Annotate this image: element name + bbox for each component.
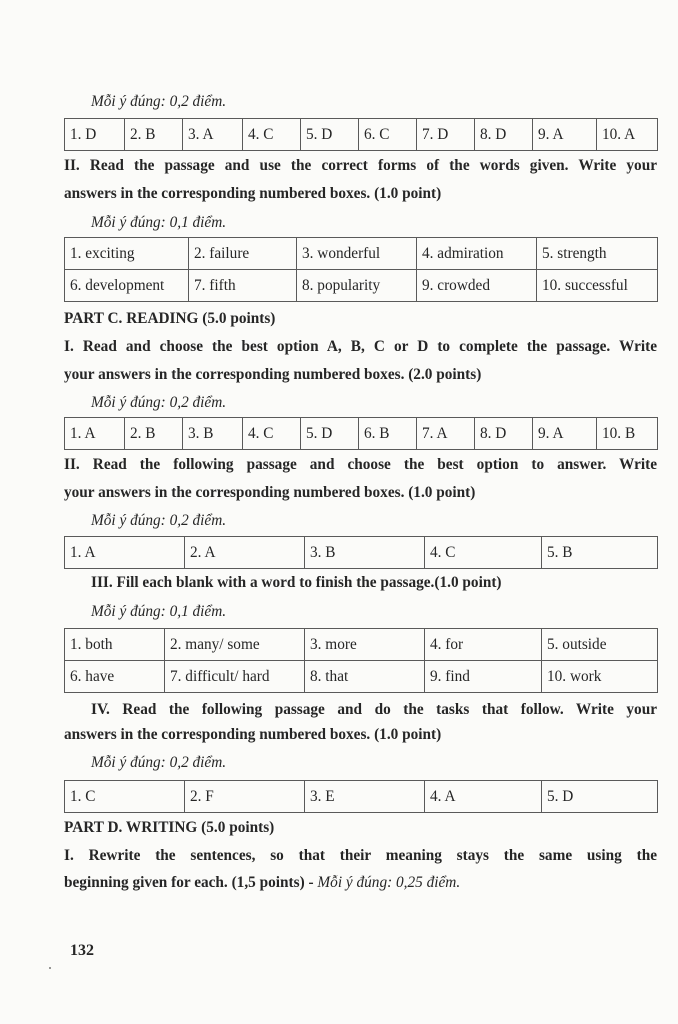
answer-cell: 3. more [305, 629, 425, 661]
score-note: Mỗi ý đúng: 0,1 điểm. [91, 603, 227, 620]
print-speck [49, 967, 51, 969]
table-row [65, 661, 658, 693]
table-row [65, 629, 658, 661]
answer-cell: 6. C [359, 119, 417, 151]
answer-cell: 9. A [533, 418, 597, 450]
answer-cell: 7. fifth [189, 270, 297, 302]
answer-table-partC-II [64, 536, 658, 569]
instruction: answers in the corresponding numbered boxes. (1.0 point) [64, 185, 442, 202]
table-row [65, 781, 658, 813]
answer-cell: 2. B [125, 418, 183, 450]
answer-table-partC-III [64, 628, 658, 693]
answer-cell: 4. for [425, 629, 542, 661]
answer-cell: 10. work [542, 661, 658, 693]
answer-cell: 3. B [183, 418, 243, 450]
score-note: Mỗi ý đúng: 0,2 điểm. [91, 394, 227, 411]
answer-cell: 9. find [425, 661, 542, 693]
answer-cell: 6. development [65, 270, 189, 302]
instruction: IV. Read the following passage and do the tasks that follow. Write your [91, 701, 657, 718]
answer-table-partC-IV [64, 780, 658, 813]
answer-cell: 7. difficult/ hard [165, 661, 305, 693]
instruction-text: beginning given for each. (1,5 points) - [64, 874, 318, 891]
answer-cell: 10. B [597, 418, 658, 450]
answer-table-partB-II [64, 237, 658, 302]
answer-cell: 1. A [65, 537, 185, 569]
answer-cell: 2. many/ some [165, 629, 305, 661]
answer-cell: 1. C [65, 781, 185, 813]
answer-cell: 8. that [305, 661, 425, 693]
answer-cell: 2. F [185, 781, 305, 813]
answer-cell: 4. A [425, 781, 542, 813]
score-note: Mỗi ý đúng: 0,2 điểm. [91, 512, 227, 529]
answer-cell: 2. failure [189, 238, 297, 270]
answer-cell: 7. D [417, 119, 475, 151]
answer-cell: 4. admiration [417, 238, 537, 270]
score-note: Mỗi ý đúng: 0,2 điểm. [91, 93, 227, 110]
instruction: II. Read the passage and use the correct forms of the words given. Write your [64, 157, 657, 174]
answer-cell: 2. B [125, 119, 183, 151]
answer-cell: 5. D [301, 418, 359, 450]
answer-cell: 5. B [542, 537, 658, 569]
table-row [65, 238, 658, 270]
answer-cell: 1. exciting [65, 238, 189, 270]
table-row [65, 270, 658, 302]
answer-cell: 4. C [425, 537, 542, 569]
answer-cell: 3. A [183, 119, 243, 151]
section-heading: PART C. READING (5.0 points) [64, 310, 276, 327]
table-row [65, 119, 658, 151]
instruction: III. Fill each blank with a word to finish the passage.(1.0 point) [91, 574, 502, 591]
table-row [65, 418, 658, 450]
answer-cell: 6. B [359, 418, 417, 450]
answer-cell: 5. D [301, 119, 359, 151]
answer-cell: 4. C [243, 418, 301, 450]
answer-cell: 1. D [65, 119, 125, 151]
score-note: Mỗi ý đúng: 0,25 điểm. [317, 874, 461, 891]
instruction: your answers in the corresponding numbered boxes. (1.0 point) [64, 484, 476, 501]
answer-cell: 5. outside [542, 629, 658, 661]
answer-cell: 1. A [65, 418, 125, 450]
score-note: Mỗi ý đúng: 0,1 điểm. [91, 214, 227, 231]
instruction: your answers in the corresponding numbered boxes. (2.0 points) [64, 366, 482, 383]
answer-table-partB-I [64, 118, 658, 151]
answer-cell: 7. A [417, 418, 475, 450]
answer-cell: 6. have [65, 661, 165, 693]
answer-cell: 5. D [542, 781, 658, 813]
answer-cell: 9. crowded [417, 270, 537, 302]
answer-table-partC-I [64, 417, 658, 450]
answer-cell: 3. B [305, 537, 425, 569]
instruction [64, 873, 460, 892]
score-note: Mỗi ý đúng: 0,2 điểm. [91, 754, 227, 771]
answer-cell: 8. D [475, 119, 533, 151]
table-row [65, 537, 658, 569]
answer-cell: 8. popularity [297, 270, 417, 302]
answer-cell: 5. strength [537, 238, 658, 270]
section-heading: PART D. WRITING (5.0 points) [64, 819, 275, 836]
instruction: I. Read and choose the best option A, B, C or D to complete the passage. Write [64, 338, 657, 355]
answer-cell: 2. A [185, 537, 305, 569]
instruction: answers in the corresponding numbered boxes. (1.0 point) [64, 726, 442, 743]
answer-cell: 3. wonderful [297, 238, 417, 270]
instruction: I. Rewrite the sentences, so that their meaning stays the same using the [64, 847, 657, 864]
answer-cell: 1. both [65, 629, 165, 661]
answer-cell: 10. successful [537, 270, 658, 302]
answer-cell: 8. D [475, 418, 533, 450]
instruction: II. Read the following passage and choose the best option to answer. Write [64, 456, 657, 473]
answer-cell: 10. A [597, 119, 658, 151]
answer-cell: 4. C [243, 119, 301, 151]
page-number: 132 [70, 942, 94, 959]
answer-cell: 9. A [533, 119, 597, 151]
answer-cell: 3. E [305, 781, 425, 813]
